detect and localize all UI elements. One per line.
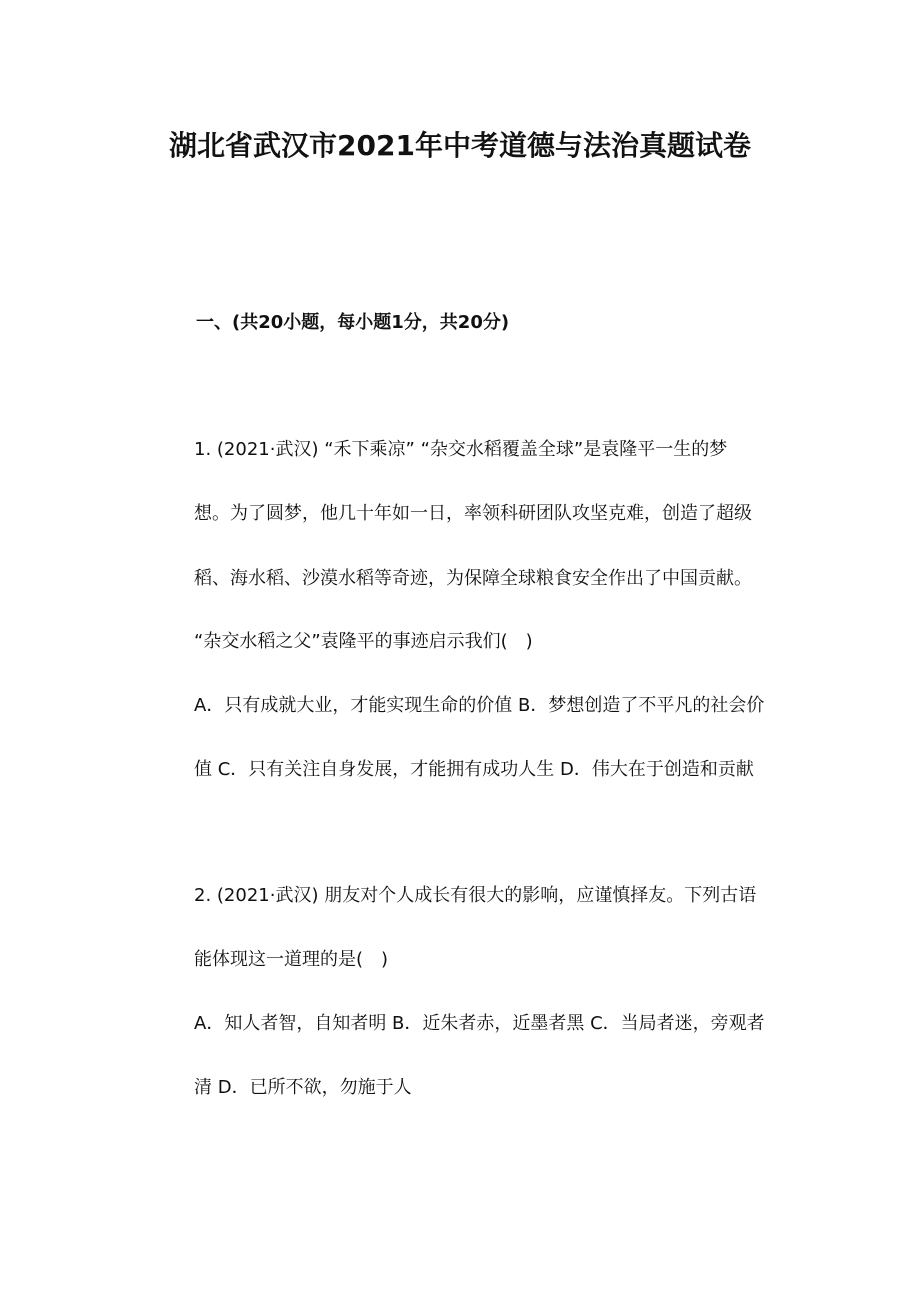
question-1-options-line-2: 值 C．只有关注自身发展，才能拥有成功人生 D．伟大在于创造和贡献 — [194, 759, 754, 780]
question-2-line-1: 2. (2021·武汉) 朋友对个人成长有很大的影响，应谨慎择友。下列古语 — [194, 885, 757, 906]
question-2-options-line-1: A．知人者智，自知者明 B．近朱者赤，近墨者黑 C．当局者迷，旁观者 — [194, 1013, 765, 1034]
question-1-line-2: 想。为了圆梦，他几十年如一日，率领科研团队攻坚克难，创造了超级 — [194, 503, 752, 524]
question-1-options-line-1: A．只有成就大业，才能实现生命的价值 B．梦想创造了不平凡的社会价 — [194, 695, 765, 716]
section-heading: 一、(共20小题，每小题1分，共20分) — [196, 312, 510, 333]
question-2-options-line-2: 清 D．已所不欲，勿施于人 — [194, 1077, 412, 1098]
document-title: 湖北省武汉市2021年中考道德与法治真题试卷 — [169, 129, 751, 162]
question-2-stem: 能体现这一道理的是( ) — [194, 949, 389, 970]
question-1-stem: “杂交水稻之父”袁隆平的事迹启示我们( ) — [194, 631, 533, 652]
question-1-line-3: 稻、海水稻、沙漠水稻等奇迹，为保障全球粮食安全作出了中国贡献。 — [194, 568, 752, 589]
question-1-line-1: 1. (2021·武汉) “禾下乘凉” “杂交水稻覆盖全球”是袁隆平一生的梦 — [194, 439, 728, 460]
